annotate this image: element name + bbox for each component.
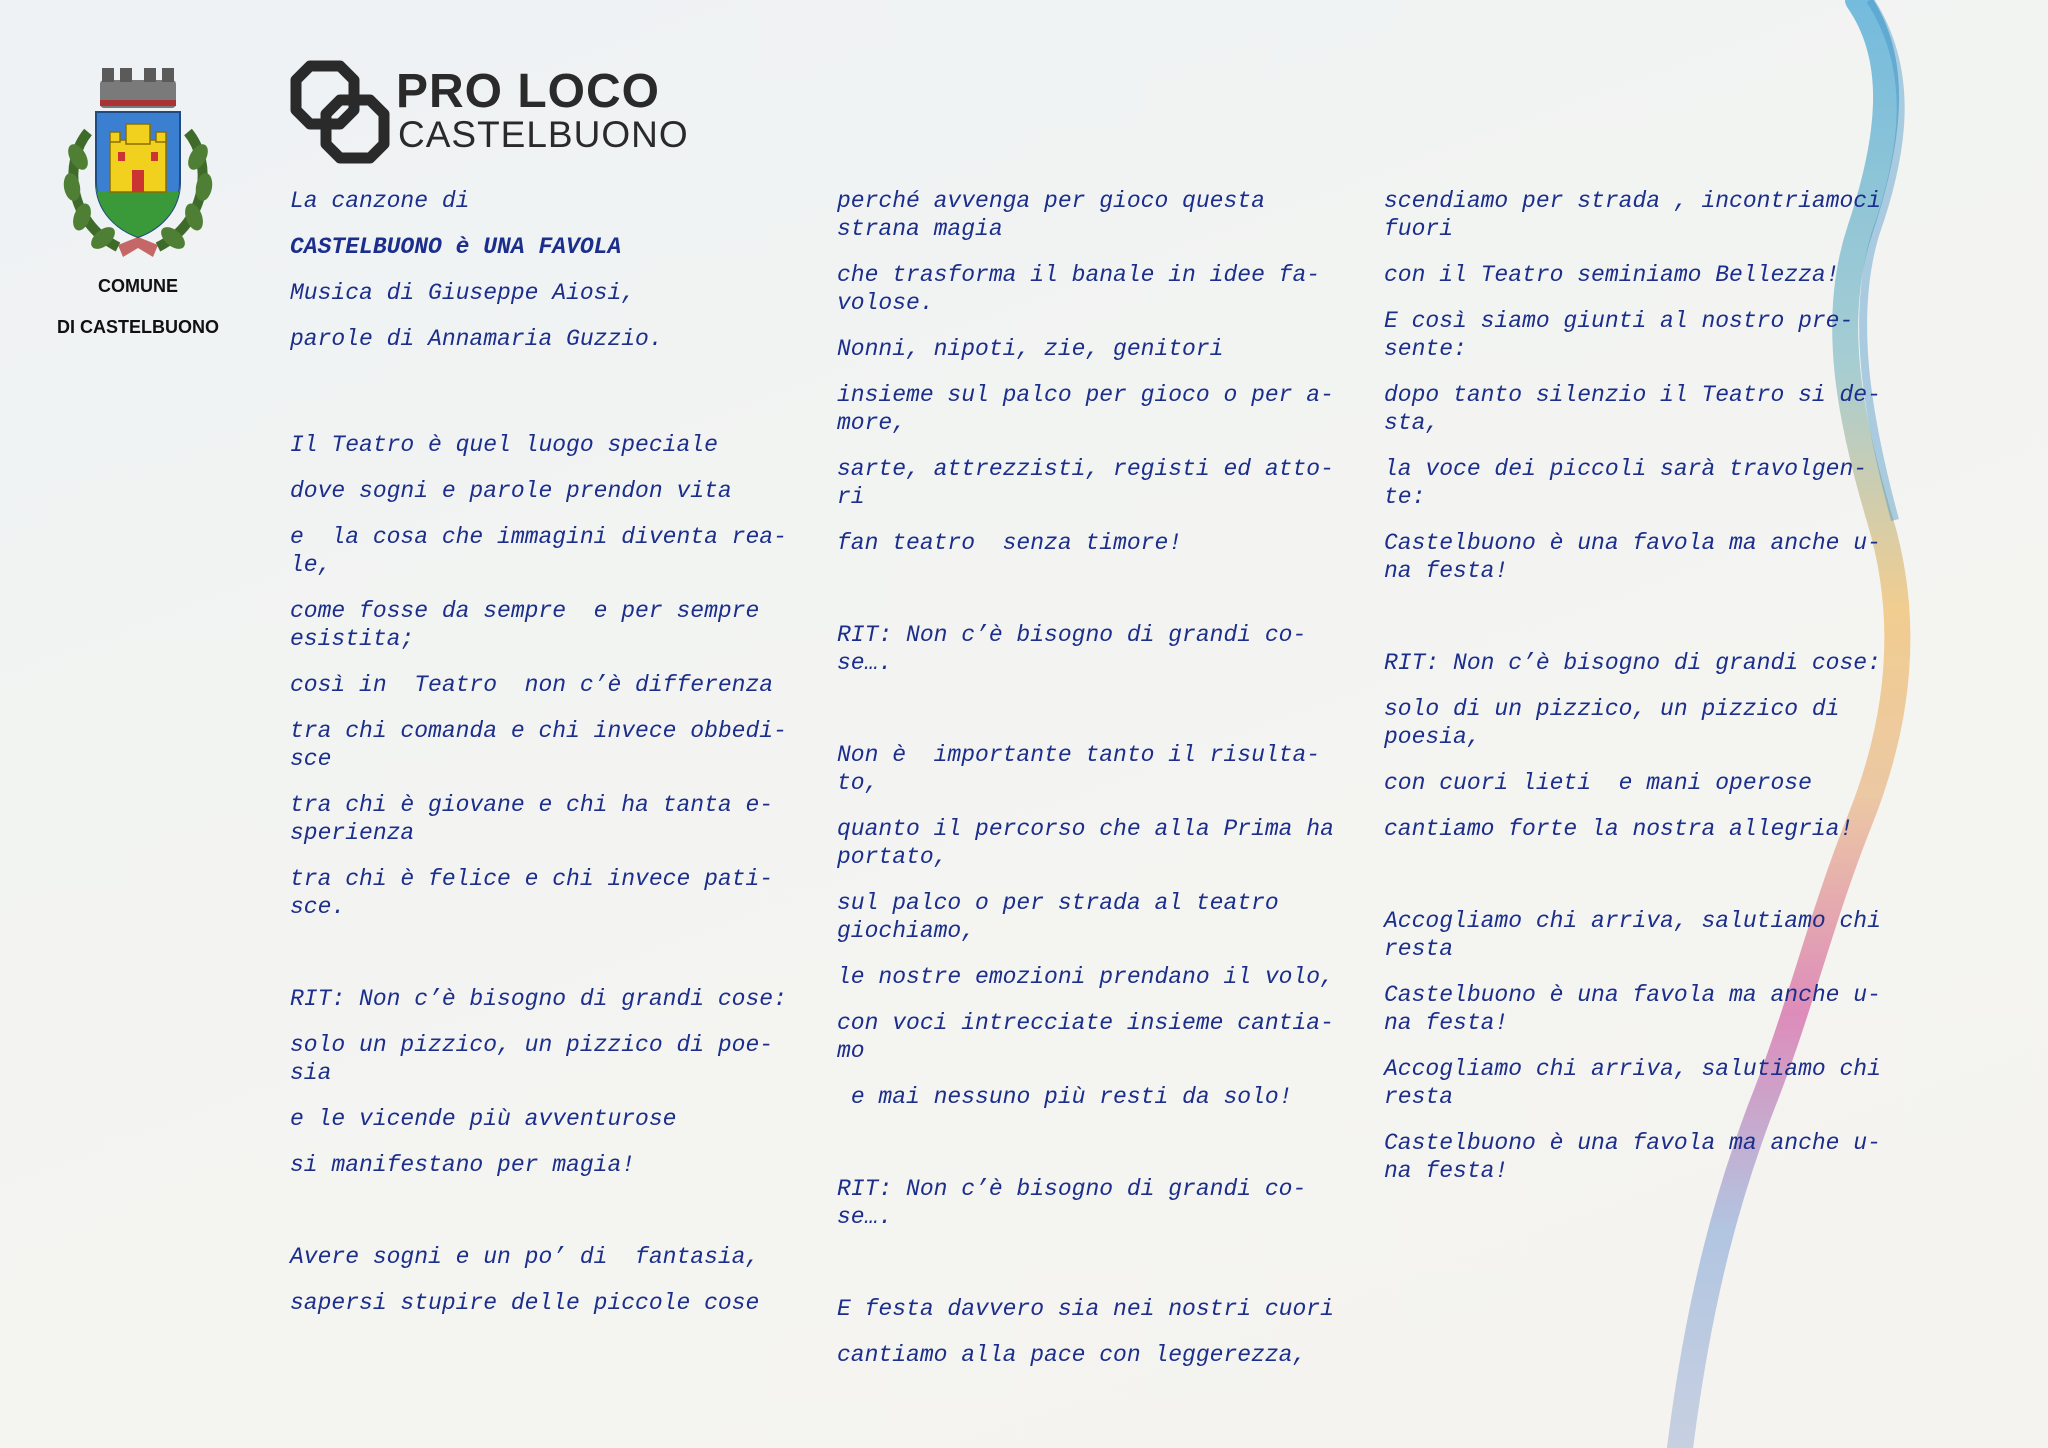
comune-label: [40, 266, 236, 348]
lyric-line: Avere sogni e un po’ di fantasia,: [290, 1244, 760, 1270]
lyric-line: con il Teatro seminiamo Bellezza!: [1384, 262, 1840, 288]
lyric-line: Castelbuono è una favola ma anche u- na festa!: [1384, 982, 1881, 1036]
lyric-line: RIT: Non c’è bisogno di grandi cose:: [290, 986, 787, 1012]
lyric-line: con cuori lieti e mani operose: [1384, 770, 1812, 796]
lyric-line: solo un pizzico, un pizzico di poe- sia: [290, 1032, 774, 1086]
lyric-line: parole di Annamaria Guzzio.: [290, 326, 663, 352]
lyric-line: Castelbuono è una favola ma anche u- na festa!: [1384, 1130, 1881, 1184]
pro-loco-title: PRO LOCO: [396, 65, 661, 118]
lyric-line: cantiamo forte la nostra allegria!: [1384, 816, 1854, 842]
lyric-line: E così siamo giunti al nostro pre- sente:: [1384, 308, 1854, 362]
lyric-line: Accogliamo chi arriva, salutiamo chi resta: [1384, 908, 1881, 962]
comune-line-2: DI CASTELBUONO: [57, 317, 219, 337]
lyric-line: e le vicende più avventurose: [290, 1106, 677, 1132]
lyric-line: insieme sul palco per gioco o per a- more,: [837, 382, 1334, 436]
lyric-line: Castelbuono è una favola ma anche u- na festa!: [1384, 530, 1881, 584]
castelbuono-coat-of-arms: [58, 62, 218, 262]
lyric-line: RIT: Non c’è bisogno di grandi co- se….: [837, 1176, 1307, 1230]
lyric-line: solo di un pizzico, un pizzico di poesia,: [1384, 696, 1840, 750]
lyric-line: tra chi comanda e chi invece obbedi- sce: [290, 718, 787, 772]
lyric-line: le nostre emozioni prendano il volo,: [837, 964, 1334, 990]
comune-line-1: COMUNE: [98, 276, 178, 296]
pro-loco-logo: [288, 60, 688, 164]
lyric-line: sul palco o per strada al teatro giochiamo,: [837, 890, 1279, 944]
lyric-line: tra chi è felice e chi invece pati- sce.: [290, 866, 774, 920]
lyric-line: tra chi è giovane e chi ha tanta e- sperienza: [290, 792, 774, 846]
lyric-line: e la cosa che immagini diventa rea- le,: [290, 524, 787, 578]
pro-loco-subtitle: CASTELBUONO: [398, 114, 689, 155]
lyric-line: Nonni, nipoti, zie, genitori: [837, 336, 1224, 362]
song-title: CASTELBUONO è UNA FAVOLA: [290, 234, 622, 260]
lyric-line: fan teatro senza timore!: [837, 530, 1183, 556]
lyric-line: così in Teatro non c’è differenza: [290, 672, 774, 698]
pro-loco-rings-icon: [288, 60, 392, 164]
lyric-line: Il Teatro è quel luogo speciale: [290, 432, 718, 458]
lyric-line: la voce dei piccoli sarà travolgen- te:: [1384, 456, 1868, 510]
lyric-line: si manifestano per magia!: [290, 1152, 636, 1178]
lyric-line: La canzone di: [290, 188, 470, 214]
lyrics-column-1: [290, 187, 810, 1335]
lyric-line: E festa davvero sia nei nostri cuori: [837, 1296, 1334, 1322]
lyric-line: RIT: Non c’è bisogno di grandi cose:: [1384, 650, 1881, 676]
lyric-line: Accogliamo chi arriva, salutiamo chi resta: [1384, 1056, 1881, 1110]
lyric-line: scendiamo per strada , incontriamoci fuori: [1384, 188, 1881, 242]
lyric-line: Non è importante tanto il risulta- to,: [837, 742, 1321, 796]
lyric-line: perché avvenga per gioco questa strana magia: [837, 188, 1265, 242]
lyric-line: sapersi stupire delle piccole cose: [290, 1290, 760, 1316]
lyrics-column-2: [837, 187, 1357, 1387]
lyric-line: quanto il percorso che alla Prima ha portato,: [837, 816, 1334, 870]
lyric-line: dopo tanto silenzio il Teatro si de- sta,: [1384, 382, 1881, 436]
lyric-line: Musica di Giuseppe Aiosi,: [290, 280, 636, 306]
lyrics-column-3: [1384, 187, 1904, 1203]
lyric-line: sarte, attrezzisti, registi ed atto- ri: [837, 456, 1334, 510]
lyric-line: con voci intrecciate insieme cantia- mo: [837, 1010, 1334, 1064]
lyric-line: e mai nessuno più resti da solo!: [837, 1084, 1293, 1110]
lyric-line: che trasforma il banale in idee fa- volose.: [837, 262, 1321, 316]
lyric-line: come fosse da sempre e per sempre esistita;: [290, 598, 760, 652]
lyric-line: cantiamo alla pace con leggerezza,: [837, 1342, 1307, 1368]
lyric-line: RIT: Non c’è bisogno di grandi co- se….: [837, 622, 1307, 676]
lyric-line: dove sogni e parole prendon vita: [290, 478, 732, 504]
